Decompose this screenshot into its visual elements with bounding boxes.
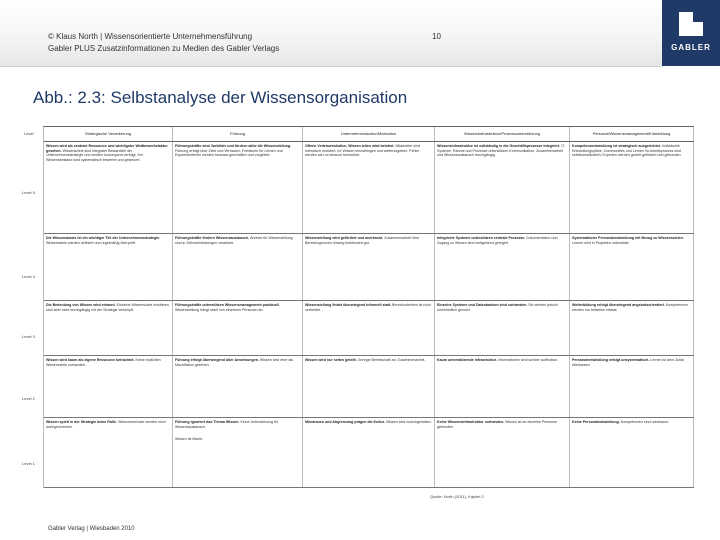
table-row	[44, 418, 694, 488]
table-header-row	[44, 127, 694, 142]
cell-lead: Die Bedeutung von Wissen wird erkannt.	[46, 303, 116, 307]
cell-lead: Die Wissensbasis ist ein wichtiger Teil der Unternehmensstrategie.	[46, 236, 161, 240]
cell-extra: Wissen ist Macht.	[175, 437, 204, 442]
cell-text: Kompetenzen werden nur teilweise erfasst.	[572, 303, 688, 312]
cell-text: Wissen wird eher als Machtfaktor gesehen.	[175, 358, 294, 367]
cell-text: Wissen ist an einzelne Personen gebunden.	[437, 420, 558, 429]
cell-lead: Wissen wird als zentrale Ressource und wichtigster Wettbewerbsfaktor gesehen.	[46, 144, 168, 153]
table-row	[44, 234, 694, 301]
cell-lead: Wissen wird nur selten geteilt.	[305, 358, 357, 362]
level-label: Level 4	[22, 274, 35, 279]
cell-lead: Wissen spielt in der Strategie keine Rolle.	[46, 420, 118, 424]
level-label: Level 3	[22, 334, 35, 339]
column-header: Personal/Wissensmanagement/Entwicklung	[570, 127, 694, 141]
gabler-logo-icon	[679, 12, 703, 36]
table-cell	[570, 301, 694, 355]
cell-text: Keine expliziten Wissensziele vorhanden.	[46, 358, 161, 367]
table-cell	[173, 234, 303, 300]
table-cell	[435, 356, 570, 417]
cell-text: Wissensverluste werden nicht wahrgenommen.	[46, 420, 166, 429]
cell-lead: Führungskräfte fördern Wissensaustausch.	[175, 236, 250, 240]
cell-lead: Personalentwicklung erfolgt unsystematisch.	[572, 358, 650, 362]
figure-title: Abb.: 2.3: Selbstanalyse der Wissensorganisation	[33, 88, 408, 107]
cell-text: Keine Unterstützung für Wissensaustausch.	[175, 420, 279, 429]
page-number: 10	[432, 32, 441, 41]
table-cell	[173, 301, 303, 355]
table-cell	[303, 356, 435, 417]
cell-text: Lernen wird in Projekten unterstützt.	[572, 240, 630, 245]
table-cell	[173, 356, 303, 417]
table-row	[44, 301, 694, 356]
table-cell	[570, 142, 694, 233]
column-header: Strategische Verankerung	[44, 127, 173, 141]
table-cell	[570, 234, 694, 300]
table-cell	[570, 356, 694, 417]
cell-text: Individuelle Entwicklungspläne, Communities und Lernen im Arbeitsprozess sind selbstverständlich; Experten werden gezielt gefördert und gebunden.	[572, 144, 682, 158]
cell-text: Zusammenarbeit über Bereichsgrenzen hinweg funktioniert gut.	[305, 236, 420, 245]
cell-lead: Integrierte Systeme unterstützen zentrale Prozesse.	[437, 236, 526, 240]
cell-text: Dokumentation und Zugang zu Wissen sind weitgehend geregelt.	[437, 236, 558, 245]
cell-lead: Kompetenzentwicklung ist strategisch ausgerichtet.	[572, 144, 661, 148]
cell-text: Wissensziele sind integraler Bestandteil der Unternehmensstrategie und werden konsequent verfolgt. Der Wissensbestand wird systematisch bewertet und gesteuert.	[46, 148, 144, 163]
gabler-logo	[662, 0, 720, 66]
cell-text: Informationen sind schwer auffindbar.	[497, 358, 558, 362]
cell-text: Mitarbeiter sind intrinsisch motiviert, ihr Wissen einzubringen und weiterzugeben. Fehler werden als Lernchance betrachtet.	[305, 144, 421, 158]
table-cell	[435, 142, 570, 233]
logo-text: GABLER	[671, 43, 711, 52]
header-copyright: © Klaus North | Wissensorientierte Unternehmensführung	[48, 32, 253, 41]
column-header: Unternehmenskultur/Motivation	[303, 127, 435, 141]
level-label: Level 2	[22, 396, 35, 401]
cell-lead: Keine Wissensinfrastruktur vorhanden.	[437, 420, 505, 424]
table-cell	[173, 142, 303, 233]
footer-text: Gabler Verlag | Wiesbaden 2010	[48, 526, 135, 532]
cell-text: Bereichsdenken ist noch verbreitet.	[305, 303, 432, 312]
table-cell	[173, 418, 303, 487]
cell-text: Sie werden jedoch uneinheitlich genutzt.	[437, 303, 558, 312]
cell-text: IT-Systeme, Räume und Prozesse unterstützen Kommunikation, Zusammenarbeit und Wissensaustausch durchgängig.	[437, 144, 566, 158]
cell-lead: Einzelne Systeme und Datenbanken sind vorhanden.	[437, 303, 528, 307]
cell-lead: Führungskräfte unterstützen Wissensmanagement punktuell.	[175, 303, 280, 307]
cell-lead: Keine Personalentwicklung.	[572, 420, 620, 424]
table-row	[44, 356, 694, 418]
cell-lead: Wissensteilung findet überwiegend informell statt.	[305, 303, 392, 307]
table-cell	[44, 356, 173, 417]
cell-text: Wissensteilung hängt stark von einzelnen Personen ab.	[175, 307, 264, 312]
table-cell	[44, 234, 173, 300]
table-cell	[303, 142, 435, 233]
table-cell	[435, 301, 570, 355]
table-cell	[435, 234, 570, 300]
cell-text: Wissensziele werden definiert und regelmäßig überprüft.	[46, 240, 136, 245]
level-label: Level 1	[22, 461, 35, 466]
column-header: Führung	[173, 127, 303, 141]
cell-lead: Offene Vertrauenskultur; Wissen teilen wird belohnt.	[305, 144, 395, 148]
cell-lead: Wissen wird kaum als eigene Ressource betrachtet.	[46, 358, 135, 362]
header-bar	[0, 0, 662, 67]
source-note: Quelle: North (2011), Kapitel 2	[430, 494, 484, 499]
cell-text: Führung erfolgt über Ziele und Vertrauen; Freiräume für Lernen und Experimentieren werden bewusst geschaffen und vorgelebt.	[175, 148, 283, 158]
cell-lead: Wissensteilung wird gefördert und anerkannt.	[305, 236, 384, 240]
table-cell	[44, 301, 173, 355]
table-row	[44, 142, 694, 234]
column-header: Wissensinfrastruktur/Prozessunterstützung	[435, 127, 570, 141]
table-cell	[435, 418, 570, 487]
cell-text: Lernen ist dem Zufall überlassen.	[572, 358, 684, 367]
cell-lead: Führung erfolgt überwiegend über Anweisungen.	[175, 358, 259, 362]
cell-lead: Weiterbildung erfolgt überwiegend angebotsorientiert.	[572, 303, 665, 307]
self-analysis-table	[43, 126, 694, 488]
cell-lead: Führung ignoriert das Thema Wissen.	[175, 420, 240, 424]
cell-text: Kompetenzen sind unbekannt.	[620, 420, 670, 424]
cell-lead: Kaum unterstützende Infrastruktur.	[437, 358, 497, 362]
cell-lead: Systematische Personalentwicklung mit Bezug zu Wissenszielen.	[572, 236, 684, 240]
level-label: Level 5	[22, 190, 35, 195]
level-column-header: Level	[24, 131, 34, 136]
cell-lead: Wissensinfrastruktur ist vollständig in die Geschäftsprozesse integriert.	[437, 144, 560, 148]
table-cell	[303, 418, 435, 487]
cell-lead: Führungskräfte sind Vorbilder und fördern aktiv die Wissensteilung.	[175, 144, 292, 148]
cell-text: Anreize für Wissensteilung sind in Zielvereinbarungen verankert.	[175, 236, 293, 245]
table-cell	[303, 234, 435, 300]
table-cell	[44, 142, 173, 233]
table-cell	[44, 418, 173, 487]
cell-text: Einzelne Wissensziele existieren, sind aber nicht durchgängig mit der Strategie verknüpft.	[46, 303, 170, 312]
cell-text: Geringe Bereitschaft zur Zusammenarbeit.	[357, 358, 426, 362]
table-cell	[570, 418, 694, 487]
table-cell	[303, 301, 435, 355]
header-subtitle: Gabler PLUS Zusatzinformationen zu Medien des Gabler Verlags	[48, 44, 280, 53]
cell-text: Wissen wird zurückgehalten.	[385, 420, 432, 424]
cell-lead: Misstrauen und Abgrenzung prägen die Kultur.	[305, 420, 385, 424]
